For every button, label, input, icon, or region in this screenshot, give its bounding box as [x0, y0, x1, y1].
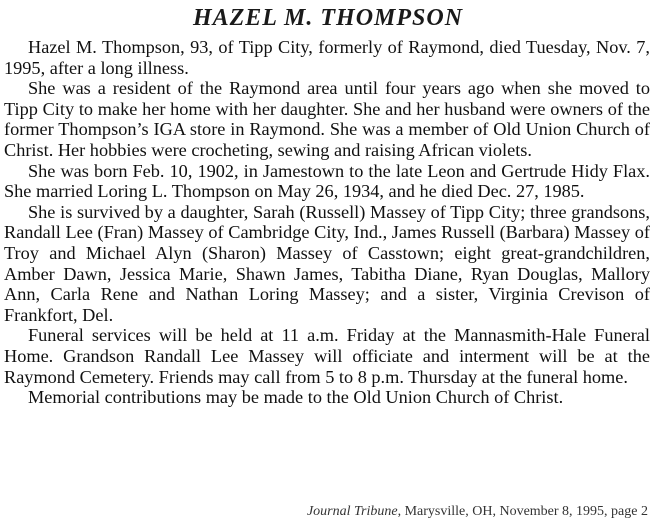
source-details: , Marysville, OH, November 8, 1995, page 2 — [397, 504, 648, 519]
paragraph-funeral-services: Funeral services will be held at 11 a.m. Friday at the Mannasmith-Hale Funeral Home. Grandson Randall Lee Massey will officiate and interment will be at the Raymond Cemetery. Friends may call from 5 to 8 p.m. Thursday at the funeral home. — [4, 325, 650, 387]
source-credit — [307, 503, 648, 521]
obituary-body — [4, 37, 650, 408]
paragraph-survivors: She is survived by a daughter, Sarah (Russell) Massey of Tipp City; three grandsons, Randall Lee (Fran) Massey of Cambridge City, Ind., James Russell (Barbara) Massey of Troy and Michael Alyn (Sharon) Massey of Casstown; eight great-grandchildren, Amber Dawn, Jessica Marie, Shawn James, Tabitha Diane, Ryan Douglas, Mallory Ann, Carla Rene and Nathan Loring Massey; and a sister, Virginia Crevison of Frankfort, Del. — [4, 201, 650, 325]
paragraph-birth-marriage: She was born Feb. 10, 1902, in Jamestown to the late Leon and Gertrude Hidy Flax. She married Loring L. Thompson on May 26, 1934, and he died Dec. 27, 1985. — [4, 160, 650, 202]
paragraph-memorial: Memorial contributions may be made to the Old Union Church of Christ. — [28, 387, 564, 408]
paragraph-death-notice: Hazel M. Thompson, 93, of Tipp City, formerly of Raymond, died Tuesday, Nov. 7, 1995, after a long illness. — [4, 37, 650, 78]
obituary-headline: HAZEL M. THOMPSON — [192, 5, 464, 31]
source-name: Journal Tribune — [306, 504, 398, 519]
paragraph-residence: She was a resident of the Raymond area until four years ago when she moved to Tipp City to make her home with her daughter. She and her husband were owners of the former Thompson’s IGA store in Raymond. She was a member of Old Union Church of Christ. Her hobbies were crocheting, sewing and raising African violets. — [4, 78, 650, 160]
